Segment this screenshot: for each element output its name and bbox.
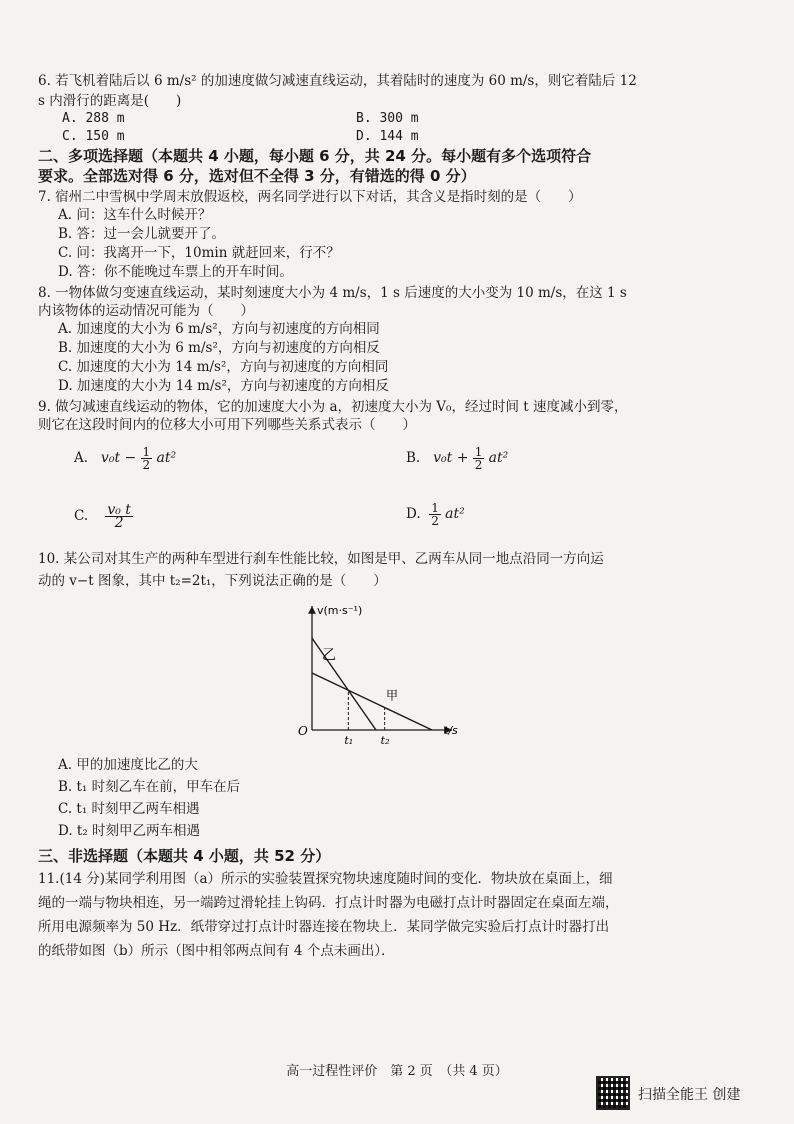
q10-option-d: D. t₂ 时刻甲乙两车相遇 (58, 823, 201, 839)
y-axis-label: v(m·s⁻¹) (317, 604, 363, 617)
q7-option-c: C. 问：我离开一下，10min 就赶回来，行不？ (58, 245, 340, 261)
q9-option-d-label: D. (406, 506, 421, 522)
q9-option-c-fraction (105, 504, 133, 529)
q7-stem: 7. 宿州二中雪枫中学周末放假返校，两名同学进行以下对话，其含义是指时刻的是（ ） (38, 189, 582, 205)
q6-option-d: D. 144 m (356, 129, 419, 144)
q8-option-b: B. 加速度的大小为 6 m/s²，方向与初速度的方向相反 (58, 340, 380, 356)
q9-option-b (406, 446, 508, 471)
q11-line1: 11.(14 分)某同学利用图（a）所示的实验装置探究物块速度随时间的变化．物块放在桌面上，细 (38, 871, 613, 887)
fraction-denominator: 2 (114, 515, 124, 531)
x-axis-label: t/s (444, 724, 458, 737)
q9-option-b-prefix: v₀t + (433, 450, 469, 466)
fraction-numerator: 1 (474, 445, 483, 459)
q8-option-a: A. 加速度的大小为 6 m/s²，方向与初速度的方向相同 (58, 321, 380, 337)
series-label-yi: 乙 (322, 647, 336, 664)
q8-option-d: D. 加速度的大小为 14 m/s²，方向与初速度的方向相反 (58, 378, 389, 394)
q11-line2: 绳的一端与物块相连，另一端跨过滑轮挂上钩码．打点计时器为电磁打点计时器固定在桌面左端， (38, 895, 619, 911)
fraction-numerator: 1 (431, 501, 439, 515)
q11-line3: 所用电源频率为 50 Hz．纸带穿过打点计时器连接在物块上．某同学做完实验后打点计时器打出 (38, 919, 610, 935)
q10-option-c: C. t₁ 时刻甲乙两车相遇 (58, 801, 200, 817)
q9-option-c (74, 504, 133, 529)
q6-option-b: B. 300 m (356, 111, 419, 126)
fraction-denominator: 2 (474, 458, 483, 472)
q9-option-c-label: C. (74, 508, 89, 524)
q6-stem-line2: s 内滑行的距离是( ) (38, 93, 182, 109)
q10-stem-line2: 动的 v−t 图象，其中 t₂=2t₁，下列说法正确的是（ ） (38, 573, 387, 589)
q8-stem-line1: 8. 一物体做匀变速直线运动，某时刻速度大小为 4 m/s，1 s 后速度的大小变为 10 m/s，在这 1 s (38, 285, 627, 301)
q8-stem-line2: 内该物体的运动情况可能为（ ） (38, 303, 254, 319)
q9-option-a-fraction (141, 446, 153, 471)
vt-chart (290, 596, 470, 754)
q11-line4: 的纸带如图（b）所示（图中相邻两点间有 4 个点未画出）． (38, 943, 395, 959)
q9-option-b-label: B. (406, 450, 421, 466)
q6-option-a: A. 288 m (62, 111, 125, 126)
q6-option-c: C. 150 m (62, 129, 125, 144)
qr-code-icon (596, 1076, 630, 1110)
q7-option-a: A. 问：这车什么时候开？ (58, 207, 212, 223)
q7-option-b: B. 答：过一会儿就要开了。 (58, 226, 226, 242)
q9-option-b-fraction (473, 446, 485, 471)
q9-option-d-suffix: at² (445, 506, 465, 522)
q9-option-d (406, 502, 465, 527)
q10-option-b: B. t₁ 时刻乙车在前，甲车在后 (58, 779, 241, 795)
bleed-through-shadow (468, 340, 480, 357)
x-tick-t2: t₂ (380, 734, 390, 747)
q10-option-a: A. 甲的加速度比乙的大 (58, 757, 198, 773)
section3-title: 三、非选择题（本题共 4 小题，共 52 分） (38, 847, 331, 865)
page-footer: 高一过程性评价 第 2 页 （共 4 页） (286, 1064, 508, 1079)
q10-stem-line1: 10. 某公司对其生产的两种车型进行刹车性能比较，如图是甲、乙两车从同一地点沿同一方向运 (38, 551, 604, 567)
q8-option-c: C. 加速度的大小为 14 m/s²，方向与初速度的方向相同 (58, 359, 389, 375)
series-line-1 (312, 673, 432, 730)
section2-title-line2: 要求。全部选对得 6 分，选对但不全得 3 分，有错选的得 0 分） (38, 167, 476, 185)
q9-option-a (74, 446, 176, 471)
q9-option-a-label: A. (74, 450, 89, 466)
q9-option-a-suffix: at² (156, 450, 177, 466)
q9-option-b-suffix: at² (488, 450, 509, 466)
q7-option-d: D. 答：你不能晚过车票上的开车时间。 (58, 264, 293, 280)
section2-title-line1: 二、多项选择题（本题共 4 小题，每小题 6 分，共 24 分。每小题有多个选项符合 (38, 147, 592, 165)
series-label-jia: 甲 (386, 688, 399, 703)
q9-stem-line1: 9. 做匀减速直线运动的物体，它的加速度大小为 a，初速度大小为 V₀，经过时间 t 速度减小到零， (38, 399, 628, 415)
q9-option-d-fraction (429, 502, 441, 527)
q6-stem-line1: 6. 若飞机着陆后以 6 m/s² 的加速度做匀减速直线运动，其着陆时的速度为 60 m/s，则它着陆后 12 (38, 73, 637, 89)
fraction-denominator: 2 (142, 458, 151, 472)
q9-option-a-prefix: v₀t − (100, 450, 137, 466)
origin-label: O (298, 724, 308, 738)
scanner-brand: 扫描全能王 创建 (638, 1087, 741, 1103)
fraction-denominator: 2 (431, 514, 439, 528)
fraction-numerator: v₀ t (107, 502, 131, 518)
x-tick-t1: t₁ (344, 734, 354, 747)
q9-stem-line2: 则它在这段时间内的位移大小可用下列哪些关系式表示（ ） (38, 417, 416, 433)
fraction-numerator: 1 (142, 445, 151, 459)
